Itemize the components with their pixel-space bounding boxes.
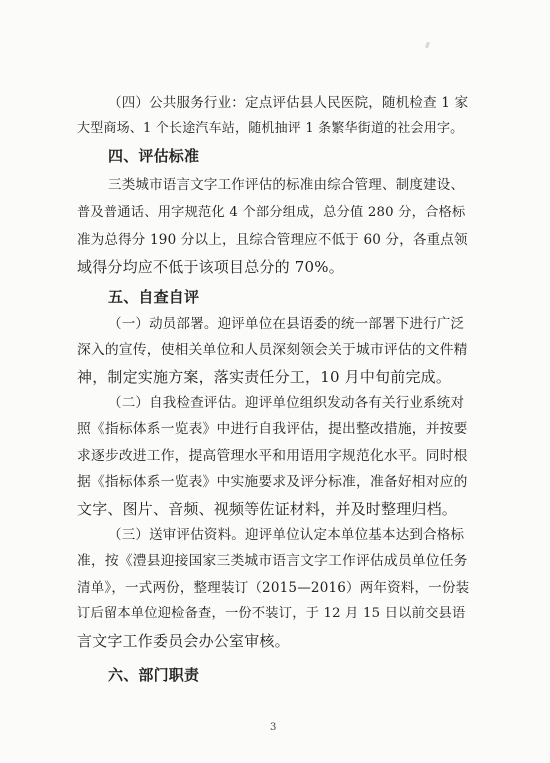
text-line: 神，制定实施方案，落实责任分工，10 月中旬前完成。 [77,368,452,386]
scan-speck [425,42,430,49]
text-line: 三类城市语言文字工作评估的标准由综合管理、制度建设、 [108,177,465,193]
text-line: 照《指标体系一览表》中进行自我评估，提出整改措施，并按要 [77,421,468,437]
text-line: （二）自我检查评估。迎评单位组织发动各有关行业系统对 [108,395,465,411]
text-line: 准，按《澧县迎接国家三类城市语言文字工作评估成员单位任务 [77,553,468,569]
text-line: 订后留本单位迎检备查，一份不装订，于 12 月 15 日以前交县语 [77,606,466,621]
text-line: 普及普通话、用字规范化 4 个部分组成，总分值 280 分，合格标 [77,205,466,220]
page-number: 3 [270,722,277,733]
text-line: 文字、图片、音频、视频等佐证材料，并及时整理归档。 [77,500,458,518]
text-line: （四）公共服务行业：定点评估县人民医院，随机检查 1 家 [108,95,469,111]
section-heading: 六、部门职责 [108,666,200,684]
section-heading: 五、自查自评 [108,288,200,306]
text-line: 域得分均应不低于该项目总分的 70%。 [77,258,344,276]
text-line: 深入的宣传，使相关单位和人员深刻领会关于城市评估的文件精 [77,342,468,358]
text-line: 清单》，一式两份，整理装订（2015—2016）两年资料，一份装 [77,580,470,596]
text-line: 言文字工作委员会办公室审核。 [77,632,290,650]
text-line: （一）动员部署。迎评单位在县语委的统一部署下进行广泛 [108,316,465,332]
text-line: （三）送审评估资料。迎评单位认定本单位基本达到合格标 [108,527,465,543]
text-line: 求逐步改进工作，提高管理水平和用语用字规范化水平。同时根 [77,448,468,464]
text-line: 据《指标体系一览表》中实施要求及评分标准，准备好相对应的 [77,474,468,490]
text-line: 大型商场、1 个长途汽车站，随机抽评 1 条繁华街道的社会用字。 [77,121,464,136]
section-heading: 四、评估标准 [108,147,200,165]
text-line: 准为总得分 190 分以上，且综合管理应不低于 60 分，各重点领 [77,232,468,248]
